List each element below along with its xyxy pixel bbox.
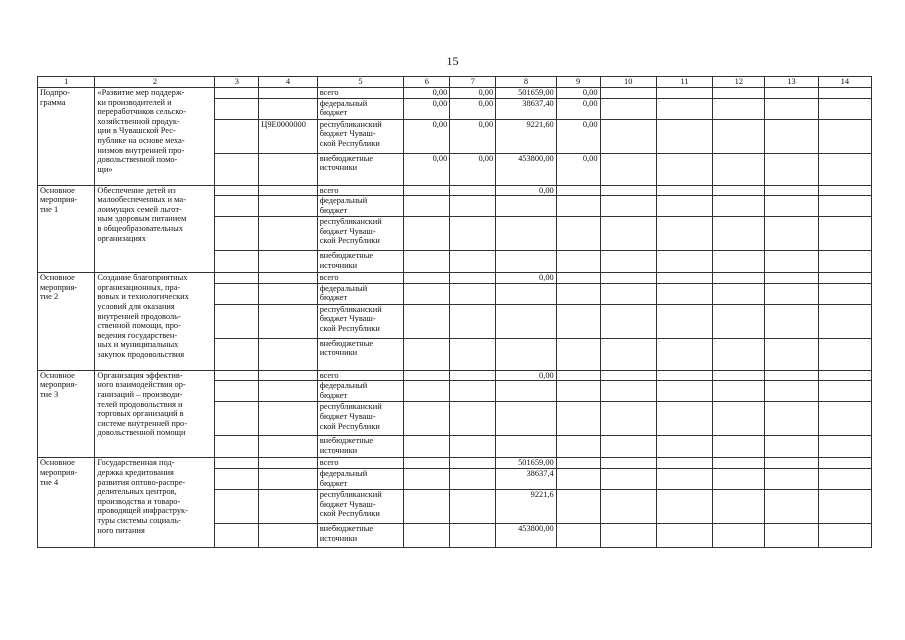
value-cell — [450, 251, 496, 273]
budget-code-cell — [259, 458, 317, 469]
empty-cell — [818, 468, 871, 489]
item-type-cell: Основное мероприя- тие 3 — [38, 370, 95, 458]
empty-cell — [765, 458, 818, 469]
empty-cell — [600, 523, 656, 547]
empty-cell — [765, 402, 818, 436]
empty-cell — [215, 458, 259, 469]
value-cell — [496, 381, 557, 402]
value-cell: 0,00 — [496, 370, 557, 381]
column-header: 7 — [450, 77, 496, 88]
value-cell — [556, 196, 600, 217]
empty-cell — [656, 489, 712, 523]
budget-code-cell — [259, 88, 317, 99]
funding-source-cell: всего — [317, 185, 404, 196]
funding-source-cell: всего — [317, 273, 404, 284]
empty-cell — [215, 304, 259, 338]
value-cell: 501659,00 — [496, 458, 557, 469]
empty-cell — [713, 381, 765, 402]
empty-cell — [656, 402, 712, 436]
value-cell: 0,00 — [450, 88, 496, 99]
page-number: 15 — [446, 54, 459, 68]
value-cell — [450, 523, 496, 547]
empty-cell — [713, 304, 765, 338]
empty-cell — [818, 251, 871, 273]
value-cell: 0,00 — [496, 273, 557, 284]
value-cell — [404, 436, 450, 458]
value-cell — [496, 283, 557, 304]
value-cell — [404, 196, 450, 217]
column-header: 14 — [818, 77, 871, 88]
value-cell — [450, 489, 496, 523]
value-cell — [450, 273, 496, 284]
value-cell — [404, 251, 450, 273]
empty-cell — [818, 119, 871, 153]
empty-cell — [656, 153, 712, 185]
empty-cell — [656, 251, 712, 273]
empty-cell — [713, 338, 765, 370]
empty-cell — [656, 370, 712, 381]
value-cell: 0,00 — [556, 153, 600, 185]
empty-cell — [600, 381, 656, 402]
empty-cell — [656, 381, 712, 402]
value-cell: 0,00 — [496, 185, 557, 196]
funding-source-cell: федеральный бюджет — [317, 196, 404, 217]
empty-cell — [765, 217, 818, 251]
empty-cell — [600, 402, 656, 436]
empty-cell — [656, 217, 712, 251]
empty-cell — [818, 283, 871, 304]
value-cell: 38637,40 — [496, 98, 557, 119]
budget-table — [37, 76, 872, 548]
empty-cell — [215, 402, 259, 436]
value-cell — [404, 402, 450, 436]
column-header: 11 — [656, 77, 712, 88]
empty-cell — [215, 217, 259, 251]
item-title-cell: «Развитие мер поддерж- ки производителей и переработчиков сельско- хозяйственной продук- ции в Чувашской Рес- публике на основе меха- низмов внутренней про- довольственной помо- щи» — [95, 88, 215, 186]
empty-cell — [600, 436, 656, 458]
empty-cell — [656, 283, 712, 304]
value-cell — [404, 283, 450, 304]
table-row — [38, 88, 872, 99]
empty-cell — [765, 304, 818, 338]
value-cell — [404, 338, 450, 370]
empty-cell — [600, 468, 656, 489]
empty-cell — [656, 196, 712, 217]
funding-source-cell: федеральный бюджет — [317, 468, 404, 489]
empty-cell — [713, 185, 765, 196]
empty-cell — [818, 153, 871, 185]
value-cell — [404, 185, 450, 196]
value-cell: 0,00 — [556, 98, 600, 119]
empty-cell — [713, 489, 765, 523]
value-cell — [496, 338, 557, 370]
value-cell: 501659,00 — [496, 88, 557, 99]
empty-cell — [600, 489, 656, 523]
empty-cell — [818, 402, 871, 436]
value-cell — [556, 458, 600, 469]
empty-cell — [765, 153, 818, 185]
empty-cell — [215, 185, 259, 196]
value-cell — [496, 304, 557, 338]
funding-source-cell: республиканский бюджет Чуваш- ской Республики — [317, 489, 404, 523]
value-cell — [404, 370, 450, 381]
table-row — [38, 185, 872, 196]
empty-cell — [818, 523, 871, 547]
value-cell: 0,00 — [450, 119, 496, 153]
empty-cell — [215, 196, 259, 217]
empty-cell — [215, 251, 259, 273]
empty-cell — [765, 283, 818, 304]
funding-source-cell: республиканский бюджет Чуваш- ской Республики — [317, 402, 404, 436]
budget-code-cell — [259, 381, 317, 402]
empty-cell — [656, 338, 712, 370]
value-cell: 0,00 — [556, 88, 600, 99]
value-cell: 0,00 — [556, 119, 600, 153]
value-cell — [556, 273, 600, 284]
empty-cell — [818, 88, 871, 99]
budget-code-cell — [259, 283, 317, 304]
empty-cell — [713, 370, 765, 381]
empty-cell — [765, 523, 818, 547]
budget-code-cell — [259, 338, 317, 370]
empty-cell — [818, 370, 871, 381]
empty-cell — [765, 370, 818, 381]
value-cell — [496, 251, 557, 273]
funding-source-cell: республиканский бюджет Чуваш- ской Республики — [317, 304, 404, 338]
item-type-cell: Основное мероприя- тие 1 — [38, 185, 95, 273]
value-cell — [404, 468, 450, 489]
budget-code-cell: Ц9Е0000000 — [259, 119, 317, 153]
empty-cell — [600, 185, 656, 196]
empty-cell — [765, 436, 818, 458]
empty-cell — [215, 98, 259, 119]
empty-cell — [600, 98, 656, 119]
value-cell — [556, 185, 600, 196]
value-cell — [450, 458, 496, 469]
value-cell — [404, 458, 450, 469]
value-cell — [404, 523, 450, 547]
empty-cell — [215, 468, 259, 489]
value-cell — [450, 468, 496, 489]
column-header: 12 — [713, 77, 765, 88]
funding-source-cell: федеральный бюджет — [317, 283, 404, 304]
empty-cell — [713, 468, 765, 489]
empty-cell — [818, 381, 871, 402]
empty-cell — [818, 217, 871, 251]
value-cell — [556, 251, 600, 273]
funding-source-cell: внебюджетные источники — [317, 251, 404, 273]
value-cell — [450, 338, 496, 370]
empty-cell — [818, 458, 871, 469]
item-type-cell: Подпро- грамма — [38, 88, 95, 186]
value-cell — [556, 217, 600, 251]
empty-cell — [215, 436, 259, 458]
value-cell — [556, 283, 600, 304]
budget-code-cell — [259, 185, 317, 196]
funding-source-cell: внебюджетные источники — [317, 523, 404, 547]
column-header: 2 — [95, 77, 215, 88]
column-header: 5 — [317, 77, 404, 88]
empty-cell — [818, 196, 871, 217]
funding-source-cell: внебюджетные источники — [317, 338, 404, 370]
empty-cell — [765, 338, 818, 370]
empty-cell — [600, 273, 656, 284]
table-row — [38, 370, 872, 381]
empty-cell — [818, 436, 871, 458]
funding-source-cell: федеральный бюджет — [317, 381, 404, 402]
empty-cell — [215, 283, 259, 304]
column-header: 1 — [38, 77, 95, 88]
column-header: 13 — [765, 77, 818, 88]
empty-cell — [765, 185, 818, 196]
item-title-cell: Государственная под- держка кредитования развития оптово-распре- делительных центров, производства и товаро- проводящей инфраструк- туры системы социаль- ного питания — [95, 458, 215, 548]
value-cell — [450, 196, 496, 217]
value-cell — [404, 304, 450, 338]
empty-cell — [656, 185, 712, 196]
empty-cell — [713, 119, 765, 153]
value-cell — [556, 436, 600, 458]
empty-cell — [656, 468, 712, 489]
budget-code-cell — [259, 489, 317, 523]
empty-cell — [765, 489, 818, 523]
value-cell — [556, 370, 600, 381]
table-row — [38, 273, 872, 284]
funding-source-cell: федеральный бюджет — [317, 98, 404, 119]
empty-cell — [215, 523, 259, 547]
column-header: 6 — [404, 77, 450, 88]
item-title-cell: Обеспечение детей из малообеспеченных и ма- лоимущих семей льгот- ным здоровым питанием в общеобразовательных организациях — [95, 185, 215, 273]
value-cell: 9221,6 — [496, 489, 557, 523]
empty-cell — [713, 196, 765, 217]
empty-cell — [713, 458, 765, 469]
value-cell — [556, 523, 600, 547]
value-cell — [556, 402, 600, 436]
empty-cell — [215, 119, 259, 153]
empty-cell — [765, 88, 818, 99]
budget-code-cell — [259, 304, 317, 338]
value-cell — [404, 273, 450, 284]
budget-code-cell — [259, 217, 317, 251]
empty-cell — [600, 119, 656, 153]
value-cell: 38637,4 — [496, 468, 557, 489]
value-cell — [450, 283, 496, 304]
column-header: 4 — [259, 77, 317, 88]
budget-code-cell — [259, 251, 317, 273]
empty-cell — [818, 304, 871, 338]
value-cell — [556, 468, 600, 489]
value-cell — [450, 402, 496, 436]
empty-cell — [818, 273, 871, 284]
empty-cell — [600, 251, 656, 273]
empty-cell — [713, 251, 765, 273]
value-cell: 9221,60 — [496, 119, 557, 153]
budget-code-cell — [259, 98, 317, 119]
funding-source-cell: республиканский бюджет Чуваш- ской Республики — [317, 217, 404, 251]
column-header: 3 — [215, 77, 259, 88]
empty-cell — [600, 458, 656, 469]
empty-cell — [215, 88, 259, 99]
column-header: 10 — [600, 77, 656, 88]
budget-code-cell — [259, 153, 317, 185]
empty-cell — [656, 523, 712, 547]
value-cell — [404, 217, 450, 251]
empty-cell — [600, 217, 656, 251]
funding-source-cell: всего — [317, 370, 404, 381]
empty-cell — [656, 304, 712, 338]
empty-cell — [600, 283, 656, 304]
empty-cell — [600, 370, 656, 381]
empty-cell — [215, 489, 259, 523]
empty-cell — [765, 273, 818, 284]
empty-cell — [818, 185, 871, 196]
empty-cell — [765, 98, 818, 119]
empty-cell — [818, 338, 871, 370]
empty-cell — [656, 273, 712, 284]
value-cell — [556, 304, 600, 338]
item-type-cell: Основное мероприя- тие 4 — [38, 458, 95, 548]
empty-cell — [765, 468, 818, 489]
item-title-cell: Создание благоприятных организационных, пра- вовых и технологических условий для оказания внутренней продоволь- ственной помощи, про- ведения государствен- ных и муниципальных закупок продовольствия — [95, 273, 215, 371]
empty-cell — [600, 304, 656, 338]
budget-code-cell — [259, 436, 317, 458]
empty-cell — [600, 338, 656, 370]
value-cell: 453800,00 — [496, 523, 557, 547]
empty-cell — [765, 119, 818, 153]
empty-cell — [656, 98, 712, 119]
empty-cell — [215, 338, 259, 370]
funding-source-cell: всего — [317, 88, 404, 99]
empty-cell — [600, 153, 656, 185]
empty-cell — [713, 523, 765, 547]
funding-source-cell: республиканский бюджет Чуваш- ской Республики — [317, 119, 404, 153]
item-type-cell: Основное мероприя- тие 2 — [38, 273, 95, 371]
empty-cell — [656, 436, 712, 458]
empty-cell — [215, 273, 259, 284]
value-cell — [556, 381, 600, 402]
empty-cell — [713, 88, 765, 99]
value-cell: 0,00 — [404, 119, 450, 153]
empty-cell — [818, 489, 871, 523]
budget-code-cell — [259, 196, 317, 217]
value-cell — [496, 436, 557, 458]
budget-code-cell — [259, 468, 317, 489]
empty-cell — [713, 283, 765, 304]
empty-cell — [656, 119, 712, 153]
empty-cell — [765, 381, 818, 402]
value-cell — [450, 370, 496, 381]
empty-cell — [600, 196, 656, 217]
empty-cell — [713, 153, 765, 185]
empty-cell — [215, 381, 259, 402]
value-cell — [404, 381, 450, 402]
empty-cell — [765, 251, 818, 273]
header-row — [38, 77, 872, 88]
value-cell — [450, 217, 496, 251]
column-header: 9 — [556, 77, 600, 88]
empty-cell — [765, 196, 818, 217]
value-cell — [556, 338, 600, 370]
value-cell — [450, 304, 496, 338]
value-cell — [450, 185, 496, 196]
empty-cell — [713, 273, 765, 284]
budget-code-cell — [259, 402, 317, 436]
budget-code-cell — [259, 523, 317, 547]
value-cell: 0,00 — [404, 98, 450, 119]
table-row — [38, 458, 872, 469]
column-header: 8 — [496, 77, 557, 88]
empty-cell — [600, 88, 656, 99]
funding-source-cell: внебюджетные источники — [317, 436, 404, 458]
value-cell — [556, 489, 600, 523]
value-cell — [450, 436, 496, 458]
empty-cell — [656, 88, 712, 99]
value-cell — [496, 402, 557, 436]
empty-cell — [713, 98, 765, 119]
empty-cell — [215, 153, 259, 185]
empty-cell — [656, 458, 712, 469]
empty-cell — [713, 217, 765, 251]
funding-source-cell: внебюджетные источники — [317, 153, 404, 185]
value-cell — [496, 217, 557, 251]
value-cell: 453800,00 — [496, 153, 557, 185]
value-cell: 0,00 — [404, 88, 450, 99]
value-cell: 0,00 — [404, 153, 450, 185]
item-title-cell: Организация эффектив- ного взаимодействия ор- ганизаций – производи- телей продовольствия и торговых организаций в системе внутренней про- довольственной помощи — [95, 370, 215, 458]
empty-cell — [713, 402, 765, 436]
value-cell — [450, 381, 496, 402]
funding-source-cell: всего — [317, 458, 404, 469]
value-cell: 0,00 — [450, 98, 496, 119]
empty-cell — [818, 98, 871, 119]
value-cell — [496, 196, 557, 217]
empty-cell — [215, 370, 259, 381]
budget-code-cell — [259, 370, 317, 381]
empty-cell — [713, 436, 765, 458]
budget-code-cell — [259, 273, 317, 284]
value-cell: 0,00 — [450, 153, 496, 185]
value-cell — [404, 489, 450, 523]
